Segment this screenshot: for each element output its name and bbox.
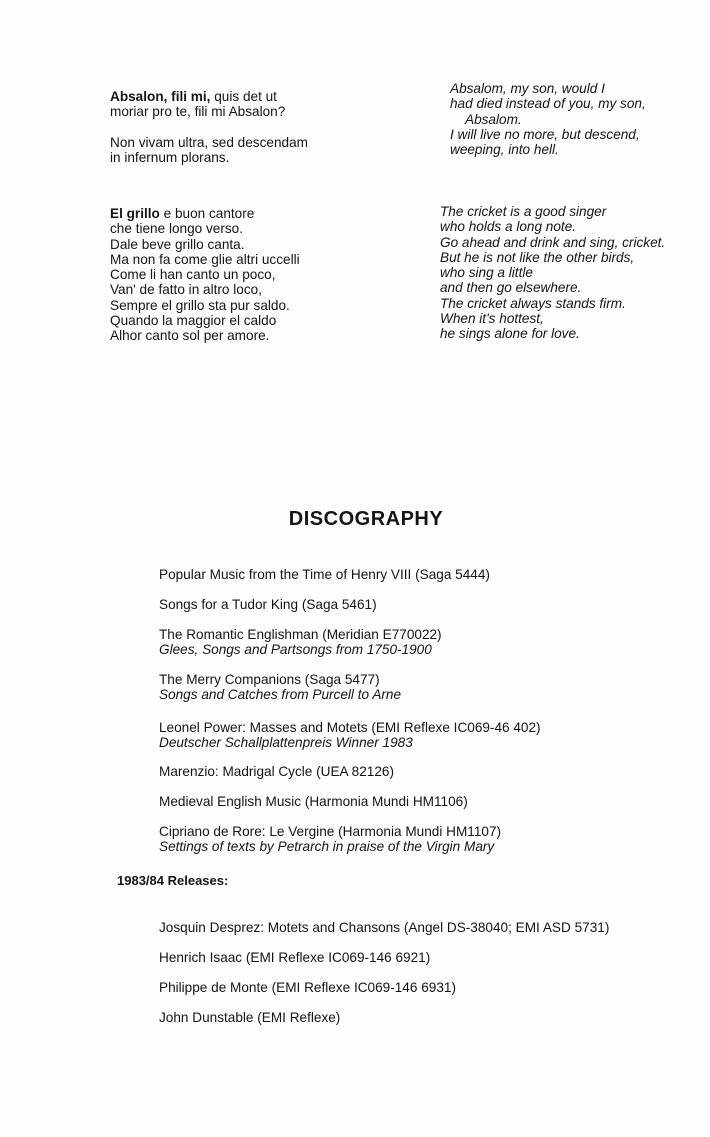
releases-heading: 1983/84 Releases:: [117, 873, 229, 888]
verse-line: e buon cantore: [159, 206, 255, 221]
verse-line: che tiene longo verso.: [110, 221, 244, 237]
release-item: Philippe de Monte (EMI Reflexe IC069-146 6931): [159, 980, 456, 995]
translation-line: Go ahead and drink and sing, cricket.: [440, 234, 666, 250]
album-title: The Romantic Englishman (Meridian E770022): [159, 627, 442, 642]
verse-line: Ma non fa come glie altri uccelli: [110, 251, 300, 267]
translation-line: When it's hottest,: [440, 311, 544, 327]
album-title: Popular Music from the Time of Henry VIII (Saga 5444): [159, 567, 490, 582]
verse-line: quis det ut: [210, 89, 277, 104]
translation-line: who sing a little: [440, 265, 533, 281]
discography-item: [159, 597, 377, 612]
translation-line: Absalom, my son, would I: [450, 81, 605, 96]
verse-line: Quando la maggior el caldo: [110, 313, 277, 329]
discography-item: [159, 764, 394, 779]
verse-line: Dale beve grillo canta.: [110, 236, 245, 252]
album-subtitle: Settings of texts by Petrarch in praise of the Virgin Mary: [159, 839, 495, 855]
verse-line: Come li han canto un poco,: [110, 267, 276, 283]
verse-line: Alhor canto sol per amore.: [110, 328, 270, 344]
album-title: Cipriano de Rore: Le Vergine (Harmonia Mundi HM1107): [159, 824, 502, 839]
translation-line: I will live no more, but descend,: [450, 126, 640, 142]
latin-text-el-grillo: [110, 206, 300, 344]
album-title: Songs for a Tudor King (Saga 5461): [159, 597, 377, 612]
verse-line: Sempre el grillo sta pur saldo.: [110, 297, 290, 313]
translation-line: he sings alone for love.: [440, 326, 580, 342]
release-item: John Dunstable (EMI Reflexe): [159, 1010, 341, 1025]
discography-item: [159, 567, 490, 582]
album-subtitle: Songs and Catches from Purcell to Arne: [159, 687, 402, 703]
verse-line: in infernum plorans.: [110, 149, 230, 165]
incipit: El grillo: [110, 206, 160, 221]
translation-line: weeping, into hell.: [450, 142, 559, 158]
translation-line: who holds a long note.: [440, 219, 577, 235]
translation-line: The cricket always stands firm.: [440, 295, 626, 311]
verse-line: Non vivam ultra, sed descendam: [110, 134, 308, 150]
verse-line: moriar pro te, fili mi Absalon?: [110, 104, 286, 120]
verse-line: Van' de fatto in altro loco,: [110, 282, 262, 298]
discography-item: [159, 672, 401, 703]
translation-line: The cricket is a good singer: [440, 204, 607, 219]
discography-item: [159, 720, 541, 751]
album-title: Marenzio: Madrigal Cycle (UEA 82126): [159, 764, 394, 779]
discography-item: [159, 824, 501, 855]
album-title: Medieval English Music (Harmonia Mundi HM1106): [159, 794, 468, 809]
album-title: Leonel Power: Masses and Motets (EMI Reflexe IC069-46 402): [159, 720, 541, 735]
discography-title: DISCOGRAPHY: [288, 508, 444, 530]
translation-line: But he is not like the other birds,: [440, 249, 635, 265]
translation-el-grillo: [440, 204, 665, 342]
translation-line: had died instead of you, my son,: [450, 96, 646, 112]
discography-item: [159, 627, 442, 658]
album-subtitle: Glees, Songs and Partsongs from 1750-1900: [159, 642, 432, 658]
translation-line: and then go elsewhere.: [440, 280, 582, 296]
release-item: Josquin Desprez: Motets and Chansons (Angel DS-38040; EMI ASD 5731): [159, 920, 610, 935]
release-item: Henrich Isaac (EMI Reflexe IC069-146 6921): [159, 950, 431, 965]
album-title: The Merry Companions (Saga 5477): [159, 672, 380, 687]
latin-text-absalon: [110, 89, 308, 165]
translation-line: Absalom.: [465, 111, 522, 127]
incipit: Absalon, fili mi,: [110, 89, 211, 104]
translation-absalon: [450, 81, 646, 157]
album-subtitle: Deutscher Schallplattenpreis Winner 1983: [159, 735, 413, 751]
discography-item: [159, 794, 468, 809]
